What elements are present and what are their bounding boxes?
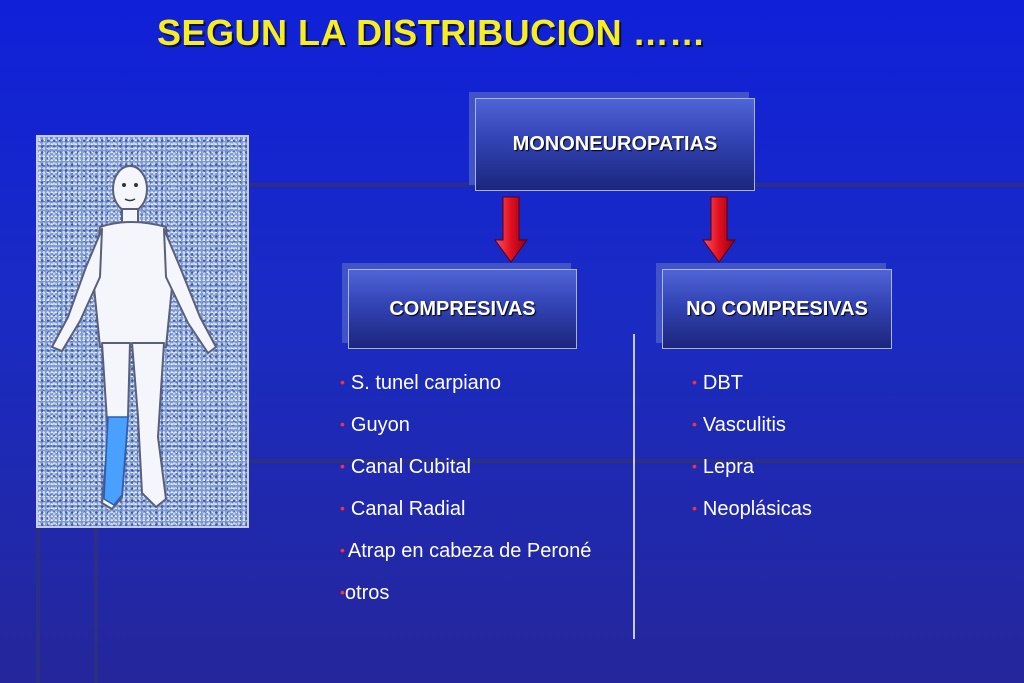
root-box-label: MONONEUROPATIAS xyxy=(512,133,718,155)
list-item-text: Canal Cubital xyxy=(350,456,471,478)
list-item xyxy=(340,446,591,488)
bullet-icon: • xyxy=(340,500,345,516)
box-compresivas-label: COMPRESIVAS xyxy=(389,297,536,320)
bullet-icon: • xyxy=(340,584,345,600)
list-item xyxy=(692,404,812,446)
root-box-mononeuropatias xyxy=(475,98,755,191)
background-line-vertical-right xyxy=(94,528,98,683)
human-figure-illustration xyxy=(36,135,249,528)
list-item-text: Vasculitis xyxy=(702,414,786,436)
slide-title: SEGUN LA DISTRIBUCION …… xyxy=(157,12,706,53)
list-item xyxy=(692,446,812,488)
list-item-text: Canal Radial xyxy=(350,498,466,520)
box-no-compresivas xyxy=(662,269,892,349)
arrow-down-icon-right xyxy=(702,196,736,264)
human-body-icon xyxy=(38,137,247,526)
list-item xyxy=(340,362,591,404)
list-item xyxy=(340,404,591,446)
box-no-compresivas-label: NO COMPRESIVAS xyxy=(686,297,868,320)
background-line-vertical-left xyxy=(36,528,40,683)
list-item xyxy=(340,572,591,614)
list-item-text: otros xyxy=(344,582,390,604)
box-compresivas xyxy=(348,269,577,349)
list-no-compresivas xyxy=(692,362,812,530)
list-item xyxy=(692,362,812,404)
bullet-icon: • xyxy=(692,374,697,390)
list-item-text: Lepra xyxy=(702,456,755,478)
list-item-text: Neoplásicas xyxy=(702,498,812,520)
list-item-text: S. tunel carpiano xyxy=(350,372,502,394)
bullet-icon: • xyxy=(340,458,345,474)
bullet-icon: • xyxy=(340,542,345,558)
bullet-icon: • xyxy=(692,416,697,432)
list-compresivas xyxy=(340,362,591,614)
bullet-icon: • xyxy=(692,458,697,474)
column-divider xyxy=(633,334,635,639)
list-item xyxy=(692,488,812,530)
list-item-text: DBT xyxy=(702,372,743,394)
list-item xyxy=(340,530,591,572)
list-item-text: Atrap en cabeza de Peroné xyxy=(347,540,592,562)
arrow-down-icon-left xyxy=(494,196,528,264)
bullet-icon: • xyxy=(692,500,697,516)
bullet-icon: • xyxy=(340,416,345,432)
list-item xyxy=(340,488,591,530)
list-item-text: Guyon xyxy=(350,414,410,436)
bullet-icon: • xyxy=(340,374,345,390)
